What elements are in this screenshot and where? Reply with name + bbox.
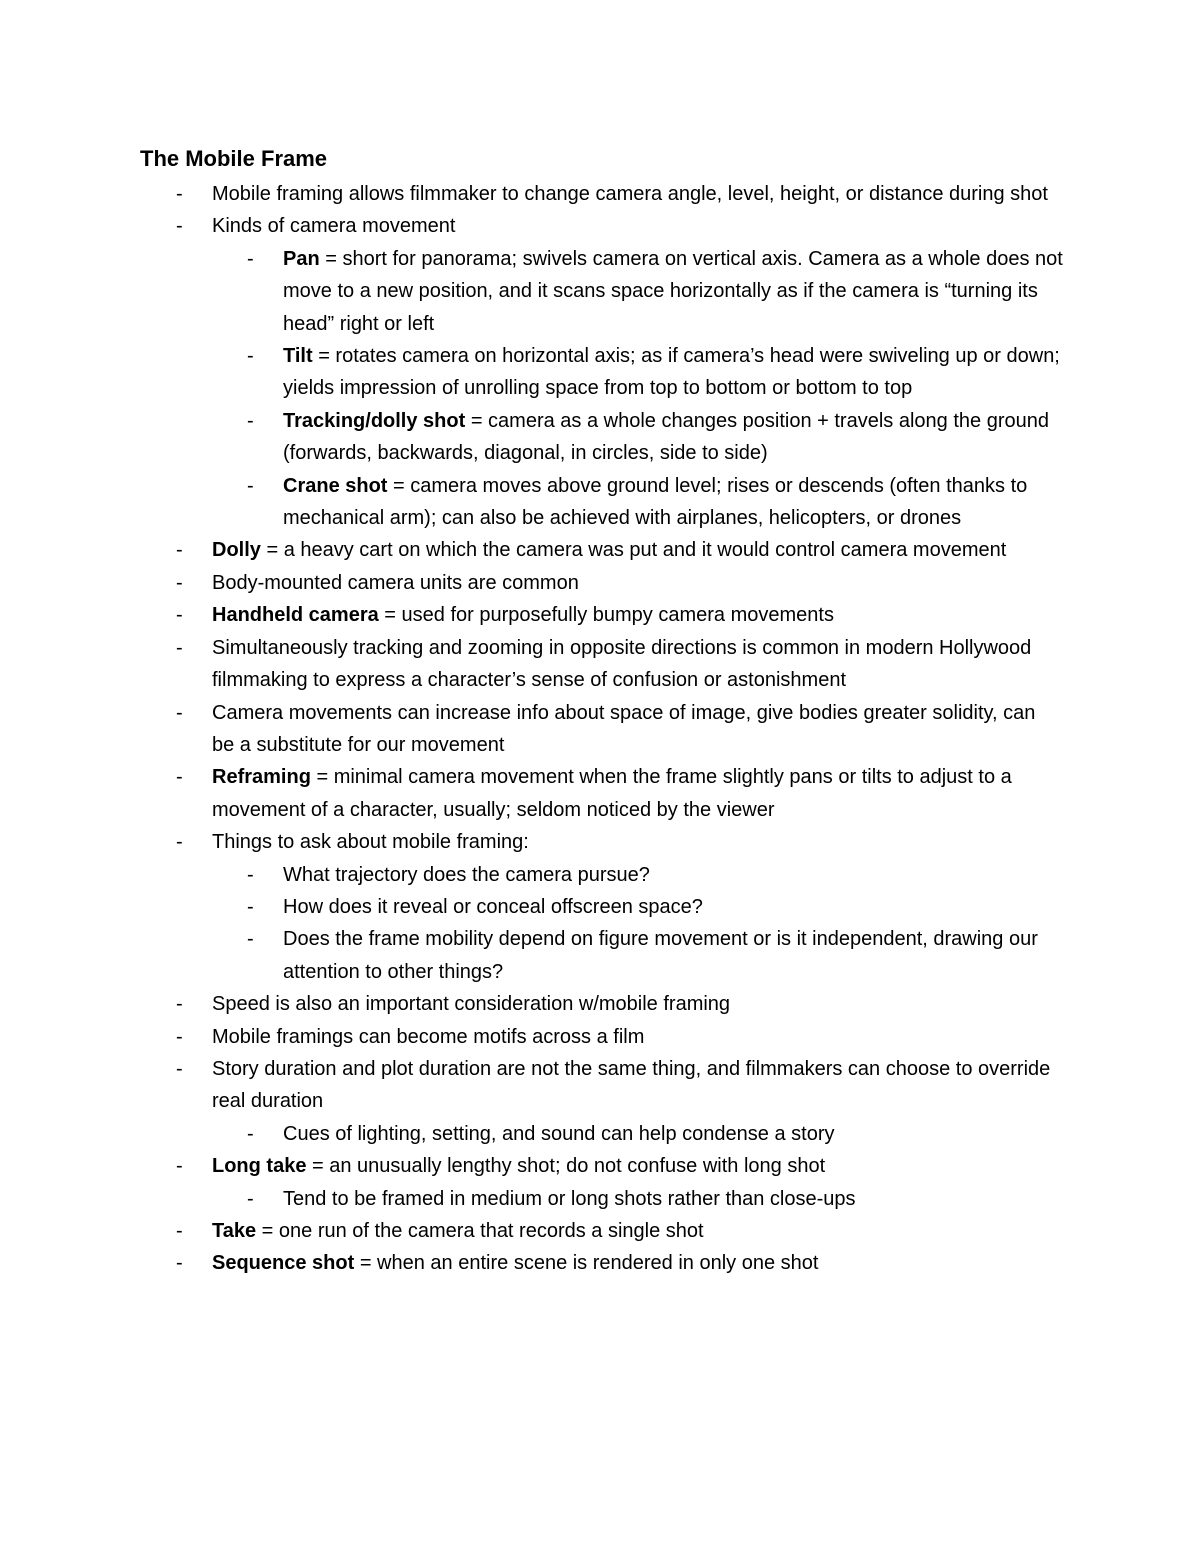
item-text: = when an entire scene is rendered in only one shot xyxy=(354,1252,819,1275)
item-text: = rotates camera on horizontal axis; as if camera’s head were swiveling up or down; yields impression of unrolling space from top to bottom or bottom to top xyxy=(283,345,1060,400)
item-text: = short for panorama; swivels camera on vertical axis. Camera as a whole does not move to a new position, and it scans space horizontally as if the camera is “turning its head” right or left xyxy=(283,247,1063,335)
list-item xyxy=(176,210,1062,242)
bullet-dash: - xyxy=(247,345,254,368)
sub-list-item xyxy=(247,859,1063,891)
item-text: = one run of the camera that records a single shot xyxy=(256,1220,704,1242)
item-text: Cues of lighting, setting, and sound can help condense a story xyxy=(283,1122,835,1145)
bullet-dash: - xyxy=(176,993,183,1016)
sub-list-item xyxy=(247,470,1063,535)
page-title: The Mobile Frame xyxy=(140,146,328,171)
item-text: = camera as a whole changes position + travels along the ground (forwards, backwards, diagonal, in circles, side to side) xyxy=(283,409,1049,465)
bullet-dash: - xyxy=(176,766,183,789)
list-item xyxy=(176,1215,1062,1247)
item-term: Handheld camera xyxy=(212,604,379,627)
item-term: Pan xyxy=(283,247,320,270)
item-term: Dolly xyxy=(212,539,261,562)
sub-list-item xyxy=(247,1118,1063,1150)
item-term: Sequence shot xyxy=(212,1252,355,1275)
item-term: Take xyxy=(212,1220,257,1242)
bullet-dash: - xyxy=(176,831,183,854)
item-term: Long take xyxy=(212,1155,307,1178)
item-text: What trajectory does the camera pursue? xyxy=(283,863,650,886)
list-item xyxy=(176,988,1062,1020)
list-item xyxy=(176,632,1062,697)
bullet-dash: - xyxy=(176,1155,183,1178)
sub-list-item xyxy=(247,1183,1063,1215)
list-item xyxy=(176,1247,1062,1279)
bullet-dash: - xyxy=(176,1057,183,1080)
item-text: Speed is also an important consideration w/mobile framing xyxy=(212,993,731,1016)
sub-list-item xyxy=(247,923,1063,988)
item-term: Tilt xyxy=(283,345,313,368)
bullet-dash: - xyxy=(176,183,183,205)
item-text: Does the frame mobility depend on figure movement or is it independent, drawing our attention to other things? xyxy=(283,928,1038,983)
list-item xyxy=(176,567,1062,599)
sub-list-item xyxy=(247,891,1063,923)
item-text: Tend to be framed in medium or long shots rather than close-ups xyxy=(283,1187,856,1210)
item-text: Camera movements can increase info about space of image, give bodies greater solidity, can be a substitute for our movement xyxy=(212,701,1036,756)
sub-list-item xyxy=(247,340,1063,405)
item-text: How does it reveal or conceal offscreen space? xyxy=(283,895,703,918)
item-text: Mobile framing allows filmmaker to change camera angle, level, height, or distance during shot xyxy=(212,183,1048,205)
bullet-dash: - xyxy=(176,215,183,238)
item-text: = used for purposefully bumpy camera movements xyxy=(378,604,834,627)
list-item xyxy=(176,697,1062,762)
sub-list-item xyxy=(247,243,1063,340)
item-text: = a heavy cart on which the camera was put and it would control camera movement xyxy=(260,539,1007,562)
list-item xyxy=(176,178,1062,210)
bullet-dash: - xyxy=(176,636,183,659)
bullet-dash: - xyxy=(247,928,254,951)
item-text: Story duration and plot duration are not the same thing, and filmmakers can choose to override real duration xyxy=(212,1057,1051,1113)
item-text: Body-mounted camera units are common xyxy=(212,571,579,594)
bullet-dash: - xyxy=(176,539,183,562)
bullet-dash: - xyxy=(176,1252,183,1275)
list-item xyxy=(176,599,1062,631)
item-term: Reframing xyxy=(212,766,311,789)
sub-list-item xyxy=(247,405,1063,470)
item-term: Tracking/dolly shot xyxy=(283,409,466,432)
item-text: Things to ask about mobile framing: xyxy=(212,831,529,854)
item-term: Crane shot xyxy=(283,474,388,497)
bullet-dash: - xyxy=(247,895,254,918)
bullet-dash: - xyxy=(176,571,183,594)
bullet-dash: - xyxy=(176,701,183,724)
bullet-dash: - xyxy=(247,474,254,497)
notes-list xyxy=(0,178,1200,1280)
bullet-dash: - xyxy=(247,409,254,432)
bullet-dash: - xyxy=(176,604,183,627)
list-item xyxy=(176,534,1062,566)
item-text: = minimal camera movement when the frame slightly pans or tilts to adjust to a movement of a character, usually; seldom noticed by the viewer xyxy=(212,766,1012,821)
bullet-dash: - xyxy=(176,1220,183,1242)
item-text: = camera moves above ground level; rises or descends (often thanks to mechanical arm); can also be achieved with airplanes, helicopters, or drones xyxy=(283,474,1028,530)
bullet-dash: - xyxy=(247,1187,254,1210)
list-item xyxy=(176,826,1062,858)
list-item xyxy=(176,761,1062,826)
item-text: Simultaneously tracking and zooming in opposite directions is common in modern Hollywood filmmaking to express a character’s sense of confusion or astonishment xyxy=(212,636,1032,692)
list-item xyxy=(176,1150,1062,1182)
list-item xyxy=(176,1021,1062,1053)
bullet-dash: - xyxy=(176,1025,183,1048)
item-text: Kinds of camera movement xyxy=(212,215,456,238)
list-item xyxy=(176,1053,1062,1118)
item-text: = an unusually lengthy shot; do not confuse with long shot xyxy=(306,1155,826,1178)
bullet-dash: - xyxy=(247,247,254,270)
bullet-dash: - xyxy=(247,1122,254,1145)
item-text: Mobile framings can become motifs across a film xyxy=(212,1025,645,1048)
bullet-dash: - xyxy=(247,863,254,886)
